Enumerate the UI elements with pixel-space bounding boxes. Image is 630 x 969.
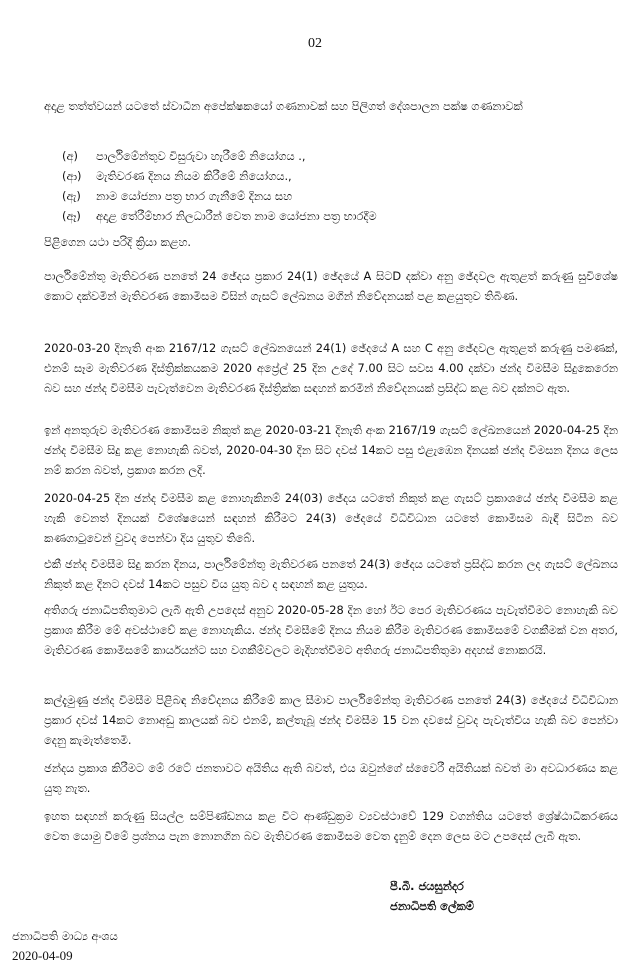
paragraph-1 — [44, 232, 618, 252]
list-text: මැතිවරණ දිනය නියම කිරීමේ නියෝගය., — [96, 169, 292, 183]
paragraph-text: ඉන් අනතුරුව මැතිවරණ කොමිසම නිකුත් කළ 2020-03-21 දිනැති අංක 2167/19 ගැසට් ලේඛනයෙන් 2020-04-25 දින ඡන්ද විමසීම සිදු කළ නොහැකි බවත්, 2020-04-30 දින සිට දවස් 14කට පසු එළැඹෙන දිනයක් ඡන්ද විමසන දිනය ලෙස නම් කරන බවත්, ප්‍රකාශ කරන ලදි. — [44, 423, 618, 477]
paragraph-text: කල්දැමුණු ඡන්ද විමසීම පිළිබඳ නිවේදනය කිරීමේ කාල සීමාව පාර්ලිමේන්තු මැතිවරණ පනතේ 24(3) ඡේදයේ විධිවිධාන ප්‍රකාර දවස් 14කට නොඅඩු කාලයක් බව එනම්, කල්තැබූ ඡන්ද විමසීම 15 වන දවසේ වුවද පැවැත්විය හැකි බව පෙන්වා දෙනු කැමැත්තෙමි. — [44, 693, 618, 747]
list-text: පාර්ලිමේන්තුව විසුරුවා හැරීමේ නියෝගය ., — [96, 149, 306, 163]
footer-block — [12, 926, 118, 966]
paragraph-text: ඡන්දය ප්‍රකාශ කිරීමට මේ රටේ ජනතාවට අයිතිය ඇති බවත්, එය ඔවුන්ගේ ස්වෛරී අයිතියක් බවත් මා අවධාරණය කළ යුතු නැත. — [44, 761, 618, 795]
footer-date: 2020-04-09 — [12, 948, 73, 963]
paragraph-3 — [44, 338, 618, 398]
paragraph-text: ඉහත සඳහන් කරුණු සියල්ල සම්පිණ්ඩනය කළ විට ආණ්ඩුක්‍රම ව්‍යවස්ථාවේ 129 වගන්තිය යටතේ ශ්‍රේෂ්ඨාධිකරණය වෙත යොමු වීමේ ප්‍රශ්නය පැන නොනගින බව මැතිවරණ කොමිසම වෙත දැනුම් දෙන ලෙස මට උපදෙස් ලැබී ඇත. — [44, 809, 618, 843]
paragraph-2 — [44, 266, 618, 306]
paragraph-text: පිළිගෙන යථා පරිදි ක්‍රියා කළහ. — [44, 235, 192, 249]
list-item — [62, 166, 582, 186]
footer-office: ජනාධිපති මාධ්‍ය අංශය — [12, 929, 118, 943]
page-number: 02 — [308, 36, 322, 51]
paragraph-text: අතිගරු ජනාධිපතිතුමාට ලැබී ඇති උපදෙස් අනුව 2020-05-28 දින හෝ ඊට පෙර මැතිවරණය පැවැත්වීමට නොහැකි බව ප්‍රකාශ කිරීම මේ අවස්ථාවේ කළ නොහැකිය. ඡන්ද විමසීමේ දිනය නියම කිරීම මැතිවරණ කොමිසමේ වගකීමක් වන අතර, මැතිවරණ කොමිසමේ කාර්යයන්ට සහ වගකීම්වලට මැදිහත්වීමට අතිගරු ජනාධිපතිතුමා අදහස් නොකරයි. — [44, 603, 618, 657]
list-item — [62, 206, 582, 226]
list-marker: (ආ) — [62, 169, 82, 183]
list-marker: (ඈ) — [62, 209, 81, 223]
list-marker: (අ) — [62, 149, 78, 163]
paragraph-10 — [44, 806, 618, 846]
paragraph-5 — [44, 488, 618, 548]
paragraph-text: 2020-04-25 දින ඡන්ද විමසීම කළ නොහැකිනම් 24(03) ඡේදය යටතේ නිකුත් කළ ගැසට් ප්‍රකාශයේ ඡන්ද විමසීම කළ හැකි වෙනත් දිනයක් විශේෂයෙන් සඳහන් කිරීමට 24(3) ඡේදයේ විධිවිධාන යටතේ කොමිසම බැඳී සිටින බව කණගාටුවෙන් වුවද පෙන්වා දිය යුතුව තිබේ. — [44, 491, 618, 545]
paragraph-text: 2020-03-20 දිනැති අංක 2167/12 ගැසට් ලේඛනයෙන් 24(1) ඡේදයේ A සහ C අනු ඡේදවල ඇතුළත් කරුණු පමණක්, එනම් සෑම මැතිවරණ දිස්ත්‍රික්කයකම 2020 අප්‍රේල් 25 දින උදේ 7.00 සිට සවස 4.00 දක්වා ඡන්ද විමසීම සිදුකෙරෙන බව සහ ඡන්ද විමසීම පැවැත්වෙන මැතිවරණ දිස්ත්‍රික්ක සඳහන් කරමින් නිවේදනයක් ප්‍රසිද්ධ කළ බව දක්නට ඇත. — [44, 341, 618, 395]
paragraph-4 — [44, 420, 618, 480]
paragraph-8 — [44, 690, 618, 750]
paragraph-text: පාර්ලිමේන්තු මැතිවරණ පනතේ 24 ඡේදය ප්‍රකාර 24(1) ඡේදයේ A සිටD දක්වා අනු ඡේදවල ඇතුළත් කරුණු සුවිශේෂ කොට දක්වමින් මැතිවරණ කොමිසම විසින් ගැසට් ලේඛනය මගින් නිවේදනයක් පළ කළයුතුව තිබිණ. — [44, 269, 618, 303]
paragraph-6 — [44, 554, 618, 594]
paragraph-9 — [44, 758, 618, 798]
list-text: නාම යෝජනා පත්‍ර භාර ගැනීමේ දිනය සහ — [96, 189, 293, 203]
list-item — [62, 146, 582, 166]
list-item — [62, 186, 582, 206]
approval-list — [62, 146, 582, 226]
paragraph-7 — [44, 600, 618, 660]
list-text: අදාළ තේරීම්භාර නිලධාරීන් වෙත නාම යෝජනා පත්‍ර භාරදීම — [96, 209, 377, 223]
signature-block — [390, 876, 474, 916]
intro-text: අදාළ තත්ත්වයන් යටතේ ස්වාධීන අපේක්ෂකයෝ ගණනාවක් සහ පිලිගත් දේශපාලන පක්ෂ ගණනාවක් — [44, 99, 523, 113]
list-marker: (ඇ) — [62, 189, 81, 203]
signatory-name: පී.බී. ජයසුන්දර — [390, 879, 464, 893]
signatory-title: ජනාධිපති ලේකම් — [390, 899, 474, 913]
intro-paragraph — [44, 96, 618, 116]
paragraph-text: එකී ඡන්ද විමසීම සිදු කරන දිනය, පාර්ලිමේන්තු මැතිවරණ පනතේ 24(3) ඡේදය යටතේ ප්‍රසිද්ධ කරන ලද ගැසට් ලේඛනය නිකුත් කළ දිනට දවස් 14කට පසුව විය යුතු බව ද සඳහන් කළ යුතුය. — [44, 557, 618, 591]
